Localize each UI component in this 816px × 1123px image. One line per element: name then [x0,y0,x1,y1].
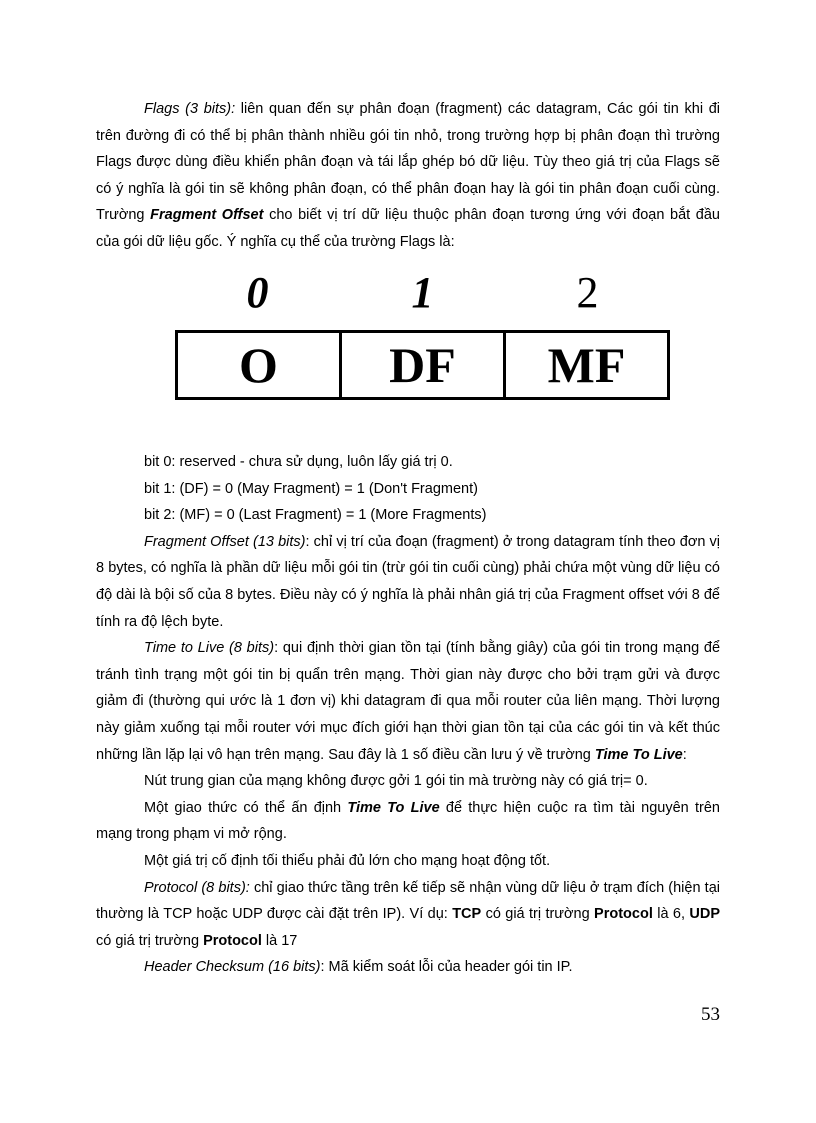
ttl-note: Nút trung gian của mạng không được gởi 1 gói tin mà trường này có giá trị= 0. [144,773,648,790]
ttl-term: Time to Live (8 bits) [144,640,275,657]
flags-section [96,96,720,256]
bit-number-2: 2 [576,268,599,317]
flag-cell-mf: MF [503,333,667,397]
fragment-offset-term: Fragment Offset (13 bits) [144,533,306,550]
ttl-bold-term: Time To Live [347,799,440,816]
flags-paragraph: Flags (3 bits): liên quan đến sự phân đoạn (fragment) các datagram, Các gói tin khi đi trên đường đi có thể bị phân thành nhiều gói tin nhỏ, trong trường hợp bị phân đoạn thì trường Flags được dùng điều khiển phân đoạn và tái lắp ghép bó dữ liệu. Tùy theo giá trị của Flags sẽ có ý nghĩa là gói tin sẽ không phân đoạn, có thể phân đoạn hay là gói tin phân đoạn cuối cùng. Trường Fragment Offset cho biết vị trí dữ liệu thuộc phân đoạn tương ứng với đoạn bắt đầu của gói dữ liệu gốc. Ý nghĩa cụ thể của trường Flags là: [96,101,720,250]
flag-cell-reserved: O [239,337,278,393]
flags-term: Flags (3 bits): [144,101,236,117]
page-number: 53 [701,1004,720,1025]
flag-cell-df: DF [339,333,503,397]
bit-number-0: 0 [246,268,269,317]
checksum-term: Header Checksum (16 bits) [144,959,321,976]
fragment-offset-paragraph: Fragment Offset (13 bits): chỉ vị trí của đoạn (fragment) ở trong datagram tính theo đơn vị 8 bytes, có nghĩa là phần dữ liệu mỗi gói tin (trừ gói tin cuối cùng) phải chứa một vùng dữ liệu có độ dài là bội số của 8 bytes. Điều này có ý nghĩa là phải nhân giá trị của Fragment offset với 8 để tính ra độ lệch byte. [96,533,720,630]
body-section [96,449,720,981]
checksum-paragraph: Header Checksum (16 bits): Mã kiểm soát lỗi của header gói tin IP. [144,959,573,976]
protocol-paragraph: Protocol (8 bits): chỉ giao thức tầng trên kế tiếp sẽ nhận vùng dữ liệu ở trạm đích (hiện tại thường là TCP hoặc UDP được cài đặt trên IP). Ví dụ: TCP có giá trị trường Protocol là 6, UDP có giá trị trường Protocol là 17 [96,879,721,949]
fragment-offset-term: Fragment Offset [150,207,264,224]
flags-table [175,330,670,400]
bit-line: bit 1: (DF) = 0 (May Fragment) = 1 (Don't Fragment) [144,480,478,497]
ttl-note: Một giao thức có thể ấn định Time To Live để thực hiện cuộc ra tìm tài nguyên trên mạng trong phạm vi mở rộng. [96,799,720,843]
bit-line: bit 0: reserved - chưa sử dụng, luôn lấy giá trị 0. [144,454,453,470]
flags-diagram [175,268,670,400]
bit-number-1: 1 [411,268,434,317]
ttl-note: Một giá trị cố định tối thiểu phải đủ lớn cho mạng hoạt động tốt. [144,852,551,869]
bit-line: bit 2: (MF) = 0 (Last Fragment) = 1 (More Fragments) [144,507,487,524]
ttl-paragraph: Time to Live (8 bits): qui định thời gian tồn tại (tính bằng giây) của gói tin trong mạng để tránh tình trạng một gói tin bị quẩn trên mạng. Thời gian này được cho bởi trạm gửi và được giảm đi (thường qui ước là 1 đơn vị) khi datagram đi qua mỗi router của liên mạng. Thời lượng này giảm xuống tại mỗi router với mục đích giới hạn thời gian tồn tại của các gói tin và kết thúc những lần lặp lại vô hạn trên mạng. Sau đây là 1 số điều cần lưu ý về trường Time To Live: [96,640,721,763]
protocol-term: Protocol (8 bits): [144,879,250,896]
ttl-bold-term: Time To Live [594,746,683,763]
